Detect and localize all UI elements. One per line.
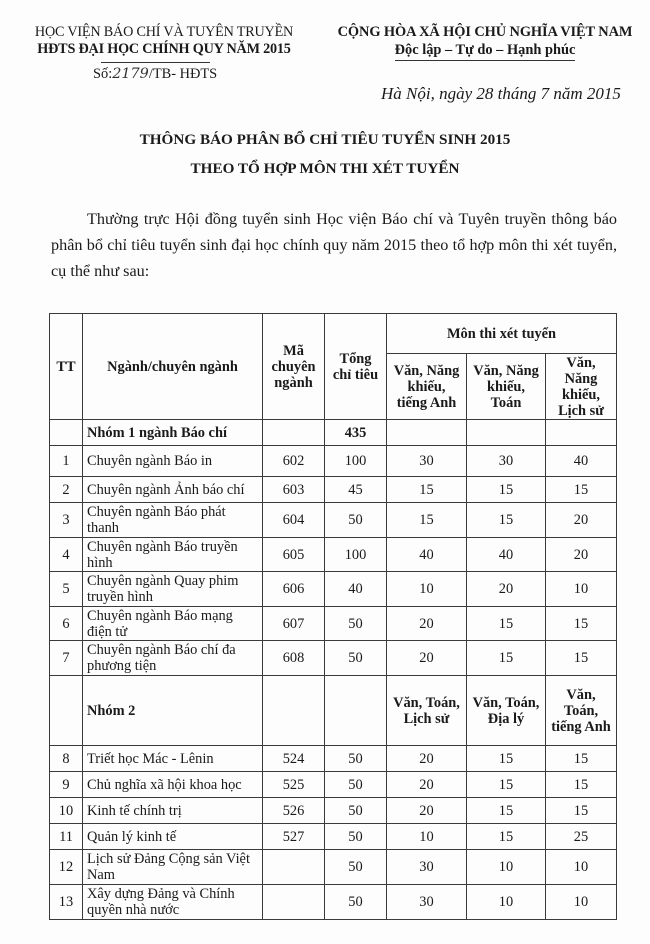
group1-label: Nhóm 1 ngành Báo chí xyxy=(83,420,263,446)
table-row xyxy=(50,607,617,641)
doc-number-handwritten: 2179 xyxy=(112,66,149,82)
row-number: 9 xyxy=(50,772,83,798)
major-name: Chuyên ngành Báo truyền hình xyxy=(83,538,263,572)
row-number: 11 xyxy=(50,824,83,850)
group1-total: 435 xyxy=(325,420,387,446)
combo-3-quota: 15 xyxy=(546,746,617,772)
table-row xyxy=(50,772,617,798)
major-name: Chuyên ngành Báo chí đa phương tiện xyxy=(83,641,263,676)
group2-row xyxy=(50,676,617,746)
combo-1-quota: 40 xyxy=(387,538,467,572)
admissions-board: HĐTS ĐẠI HỌC CHÍNH QUY NĂM 2015 xyxy=(37,41,291,57)
group2-combo-3: Văn, Toán, tiếng Anh xyxy=(546,676,617,746)
combo-1-quota: 20 xyxy=(387,746,467,772)
major-name: Chủ nghĩa xã hội khoa học xyxy=(83,772,263,798)
issuer-block xyxy=(0,24,328,58)
major-name: Chuyên ngành Báo phát thanh xyxy=(83,503,263,538)
combo-1-quota: 30 xyxy=(387,446,467,477)
combo-2-quota: 15 xyxy=(467,477,546,503)
intro-text: Thường trực Hội đồng tuyển sinh Học viện Báo chí và Tuyên truyền thông báo phân bổ chỉ tiêu tuyển sinh đại học chính quy năm 2015 theo tổ hợp môn thi xét tuyển, cụ thể như sau: xyxy=(51,210,617,280)
row-number: 1 xyxy=(50,446,83,477)
major-name: Xây dựng Đảng và Chính quyền nhà nước xyxy=(83,885,263,920)
header-subjects: Môn thi xét tuyển xyxy=(387,314,617,354)
combo-1-quota: 20 xyxy=(387,798,467,824)
combo-2-quota: 15 xyxy=(467,772,546,798)
total-quota: 50 xyxy=(325,824,387,850)
major-code: 603 xyxy=(263,477,325,503)
quota-table xyxy=(49,313,617,920)
doc-number-prefix: Số: xyxy=(93,66,113,82)
combo-3-quota: 15 xyxy=(546,641,617,676)
combo-3-quota: 15 xyxy=(546,477,617,503)
table-row xyxy=(50,572,617,607)
header-major: Ngành/chuyên ngành xyxy=(83,314,263,420)
total-quota: 50 xyxy=(325,885,387,920)
major-code: 608 xyxy=(263,641,325,676)
total-quota: 100 xyxy=(325,538,387,572)
total-quota: 45 xyxy=(325,477,387,503)
combo-1-quota: 10 xyxy=(387,824,467,850)
intro-paragraph xyxy=(51,206,617,284)
group2-combo-1: Văn, Toán, Lịch sử xyxy=(387,676,467,746)
combo-3-quota: 10 xyxy=(546,885,617,920)
issuer-underline xyxy=(101,62,210,63)
table-row xyxy=(50,503,617,538)
combo-3-quota: 40 xyxy=(546,446,617,477)
major-name: Chuyên ngành Báo mạng điện tử xyxy=(83,607,263,641)
row-number: 8 xyxy=(50,746,83,772)
combo-2-quota: 10 xyxy=(467,850,546,885)
combo-3-quota: 15 xyxy=(546,798,617,824)
group1-row xyxy=(50,420,617,446)
total-quota: 40 xyxy=(325,572,387,607)
doc-number-suffix: /TB- HĐTS xyxy=(148,66,218,82)
total-quota: 50 xyxy=(325,850,387,885)
major-name: Chuyên ngành Báo in xyxy=(83,446,263,477)
combo-2-quota: 15 xyxy=(467,746,546,772)
header-combo-1: Văn, Năng khiếu, tiếng Anh xyxy=(387,354,467,420)
document-number xyxy=(93,66,217,83)
combo-1-quota: 30 xyxy=(387,850,467,885)
total-quota: 100 xyxy=(325,446,387,477)
combo-2-quota: 10 xyxy=(467,885,546,920)
combo-3-quota: 20 xyxy=(546,503,617,538)
major-code xyxy=(263,885,325,920)
total-quota: 50 xyxy=(325,607,387,641)
combo-2-quota: 20 xyxy=(467,572,546,607)
major-code: 527 xyxy=(263,824,325,850)
header-combo-3: Văn, Năng khiếu, Lịch sử xyxy=(546,354,617,420)
group2-label: Nhóm 2 xyxy=(83,676,263,746)
row-number: 10 xyxy=(50,798,83,824)
total-quota: 50 xyxy=(325,746,387,772)
combo-1-quota: 30 xyxy=(387,885,467,920)
major-code: 606 xyxy=(263,572,325,607)
major-code xyxy=(263,850,325,885)
combo-1-quota: 20 xyxy=(387,607,467,641)
place-date: Hà Nội, ngày 28 tháng 7 năm 2015 xyxy=(381,84,621,103)
combo-3-quota: 10 xyxy=(546,572,617,607)
major-name: Chuyên ngành Quay phim truyền hình xyxy=(83,572,263,607)
major-code: 526 xyxy=(263,798,325,824)
header-total: Tổng chỉ tiêu xyxy=(325,314,387,420)
combo-3-quota: 10 xyxy=(546,850,617,885)
document-title-line1: THÔNG BÁO PHÂN BỔ CHỈ TIÊU TUYỂN SINH 2015 xyxy=(139,131,511,148)
document-title-line2: THEO TỔ HỢP MÔN THI XÉT TUYỂN xyxy=(190,160,460,177)
combo-3-quota: 15 xyxy=(546,772,617,798)
row-number: 7 xyxy=(50,641,83,676)
major-code: 602 xyxy=(263,446,325,477)
major-name: Lịch sử Đảng Cộng sản Việt Nam xyxy=(83,850,263,885)
national-motto: Độc lập – Tự do – Hạnh phúc xyxy=(395,42,576,61)
row-number: 2 xyxy=(50,477,83,503)
combo-1-quota: 15 xyxy=(387,503,467,538)
national-heading xyxy=(320,24,650,61)
table-row xyxy=(50,824,617,850)
group2-combo-2: Văn, Toán, Địa lý xyxy=(467,676,546,746)
table-row xyxy=(50,798,617,824)
combo-3-quota: 20 xyxy=(546,538,617,572)
table-row xyxy=(50,477,617,503)
major-code: 607 xyxy=(263,607,325,641)
combo-3-quota: 25 xyxy=(546,824,617,850)
combo-3-quota: 15 xyxy=(546,607,617,641)
table-row xyxy=(50,538,617,572)
row-number: 12 xyxy=(50,850,83,885)
combo-2-quota: 15 xyxy=(467,503,546,538)
combo-2-quota: 40 xyxy=(467,538,546,572)
row-number: 6 xyxy=(50,607,83,641)
table-row xyxy=(50,746,617,772)
major-name: Quản lý kinh tế xyxy=(83,824,263,850)
row-number: 4 xyxy=(50,538,83,572)
major-name: Kinh tế chính trị xyxy=(83,798,263,824)
combo-2-quota: 15 xyxy=(467,798,546,824)
header-combo-2: Văn, Năng khiếu, Toán xyxy=(467,354,546,420)
combo-2-quota: 30 xyxy=(467,446,546,477)
major-name: Chuyên ngành Ảnh báo chí xyxy=(83,477,263,503)
row-number: 13 xyxy=(50,885,83,920)
major-name: Triết học Mác - Lênin xyxy=(83,746,263,772)
table-row xyxy=(50,641,617,676)
combo-1-quota: 20 xyxy=(387,641,467,676)
combo-1-quota: 20 xyxy=(387,772,467,798)
row-number: 3 xyxy=(50,503,83,538)
major-code: 604 xyxy=(263,503,325,538)
nation-name: CỘNG HÒA XÃ HỘI CHỦ NGHĨA VIỆT NAM xyxy=(337,24,633,40)
header-code: Mã chuyên ngành xyxy=(263,314,325,420)
table-row xyxy=(50,885,617,920)
total-quota: 50 xyxy=(325,798,387,824)
combo-2-quota: 15 xyxy=(467,607,546,641)
organization-name: HỌC VIỆN BÁO CHÍ VÀ TUYÊN TRUYỀN xyxy=(34,24,294,40)
header-tt: TT xyxy=(50,314,83,420)
table-row xyxy=(50,446,617,477)
major-code: 524 xyxy=(263,746,325,772)
total-quota: 50 xyxy=(325,641,387,676)
combo-1-quota: 15 xyxy=(387,477,467,503)
total-quota: 50 xyxy=(325,772,387,798)
row-number: 5 xyxy=(50,572,83,607)
major-code: 605 xyxy=(263,538,325,572)
table-row xyxy=(50,850,617,885)
combo-1-quota: 10 xyxy=(387,572,467,607)
combo-2-quota: 15 xyxy=(467,824,546,850)
total-quota: 50 xyxy=(325,503,387,538)
major-code: 525 xyxy=(263,772,325,798)
combo-2-quota: 15 xyxy=(467,641,546,676)
